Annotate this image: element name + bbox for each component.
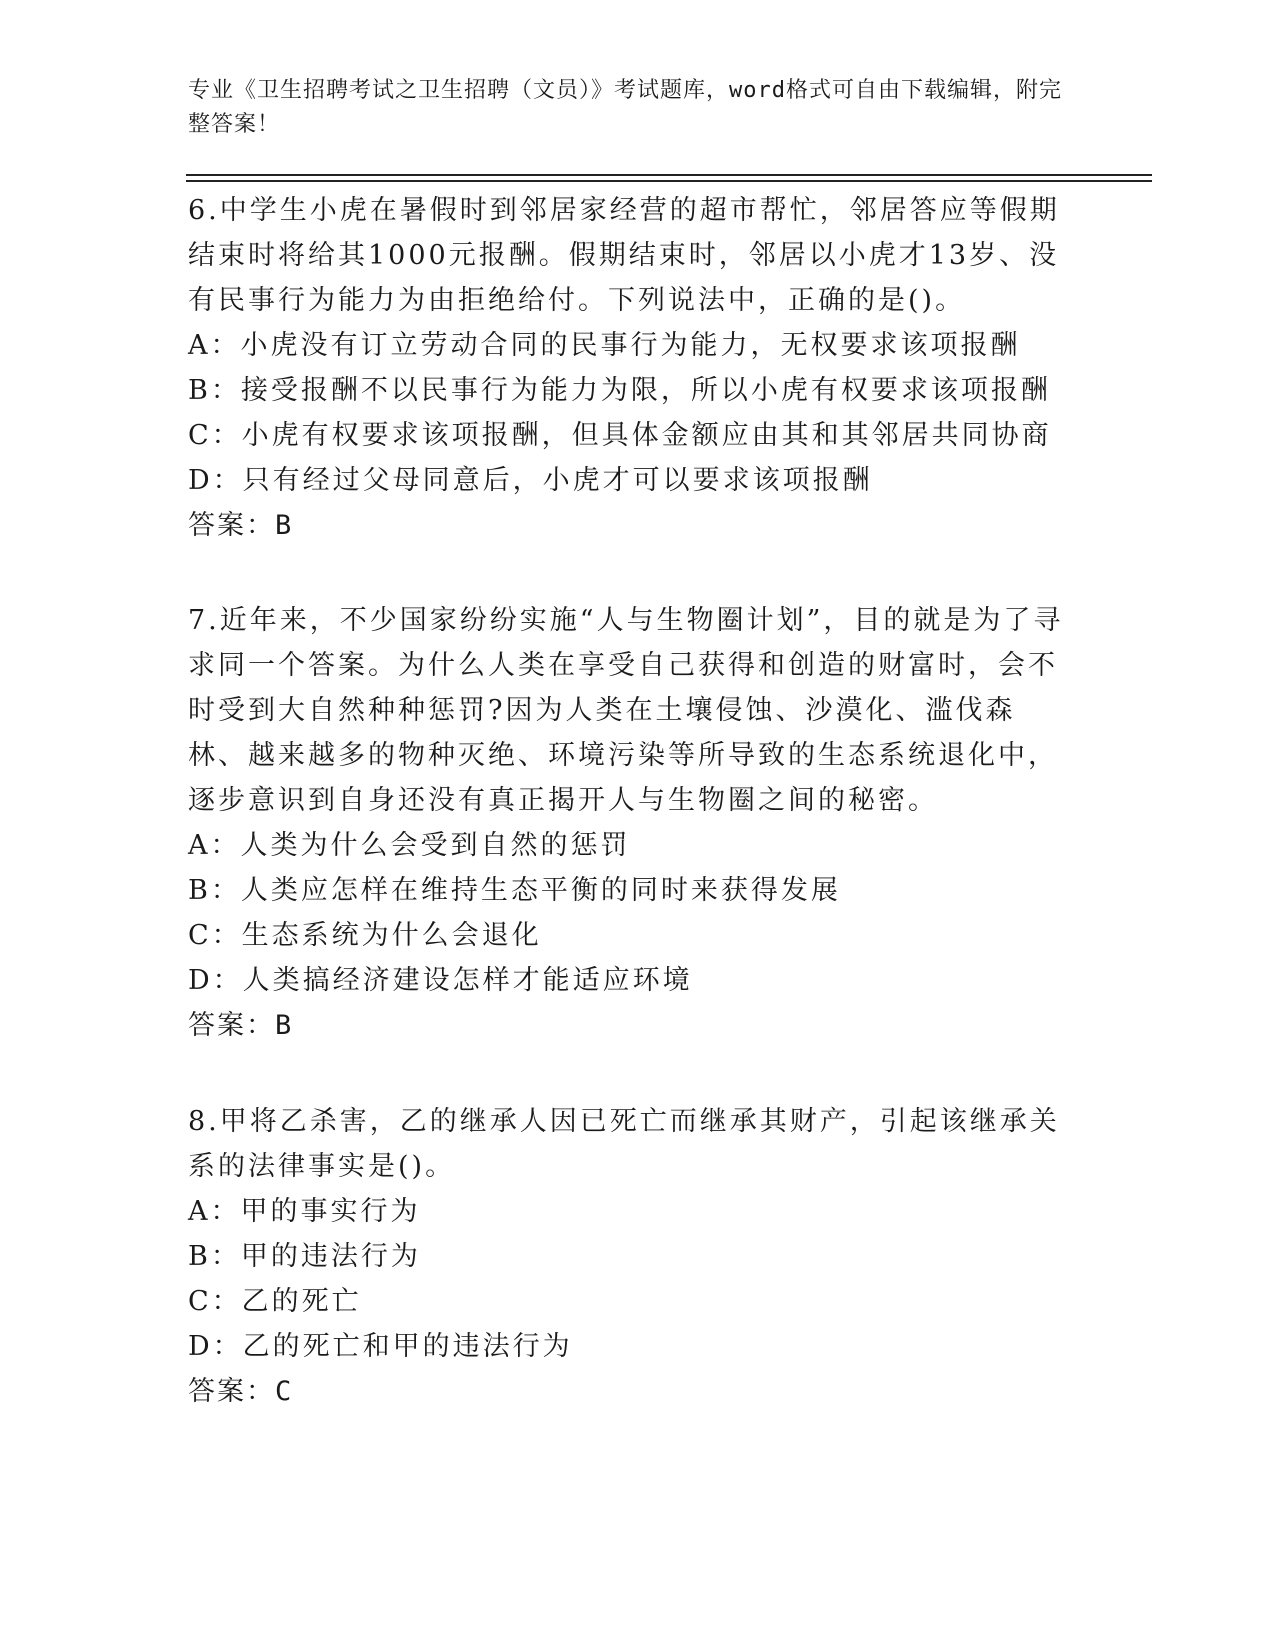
option-a: A：小虎没有订立劳动合同的民事行为能力，无权要求该项报酬 [188,330,1021,361]
header-divider-top [186,174,1152,176]
question-8 [188,1099,1068,1414]
document-header: 专业《卫生招聘考试之卫生招聘（文员）》考试题库，word格式可自由下载编辑，附完整答案！ [188,78,1062,137]
option-b: B：甲的违法行为 [188,1241,421,1272]
option-d: D：乙的死亡和甲的违法行为 [188,1331,573,1362]
question-7 [188,598,1068,1048]
option-c: C：小虎有权要求该项报酬，但具体金额应由其和其邻居共同协商 [188,420,1052,451]
option-c: C：生态系统为什么会退化 [188,920,542,951]
answer: 答案：B [188,510,294,541]
option-b: B：人类应怎样在维持生态平衡的同时来获得发展 [188,875,841,906]
answer: 答案：C [188,1376,294,1407]
question-text: 8.甲将乙杀害，乙的继承人因已死亡而继承其财产，引起该继承关系的法律事实是()。 [188,1106,1060,1182]
header-divider-bottom [186,180,1152,182]
option-d: D：只有经过父母同意后，小虎才可以要求该项报酬 [188,465,873,496]
answer: 答案：B [188,1010,294,1041]
option-c: C：乙的死亡 [188,1286,362,1317]
question-6 [188,188,1068,548]
option-d: D：人类搞经济建设怎样才能适应环境 [188,965,693,996]
question-text: 7.近年来，不少国家纷纷实施“人与生物圈计划”，目的就是为了寻求同一个答案。为什么人类在享受自己获得和创造的财富时，会不时受到大自然种种惩罚?因为人类在土壤侵蚀、沙漠化、滥伐森林、越来越多的物种灭绝、环境污染等所导致的生态系统退化中，逐步意识到自身还没有真正揭开人与生物圈之间的秘密。 [188,605,1064,816]
option-a: A：人类为什么会受到自然的惩罚 [188,830,631,861]
option-a: A：甲的事实行为 [188,1196,421,1227]
option-b: B：接受报酬不以民事行为能力为限，所以小虎有权要求该项报酬 [188,375,1051,406]
question-text: 6.中学生小虎在暑假时到邻居家经营的超市帮忙，邻居答应等假期结束时将给其1000元报酬。假期结束时，邻居以小虎才13岁、没有民事行为能力为由拒绝给付。下列说法中，正确的是()。 [188,195,1060,316]
